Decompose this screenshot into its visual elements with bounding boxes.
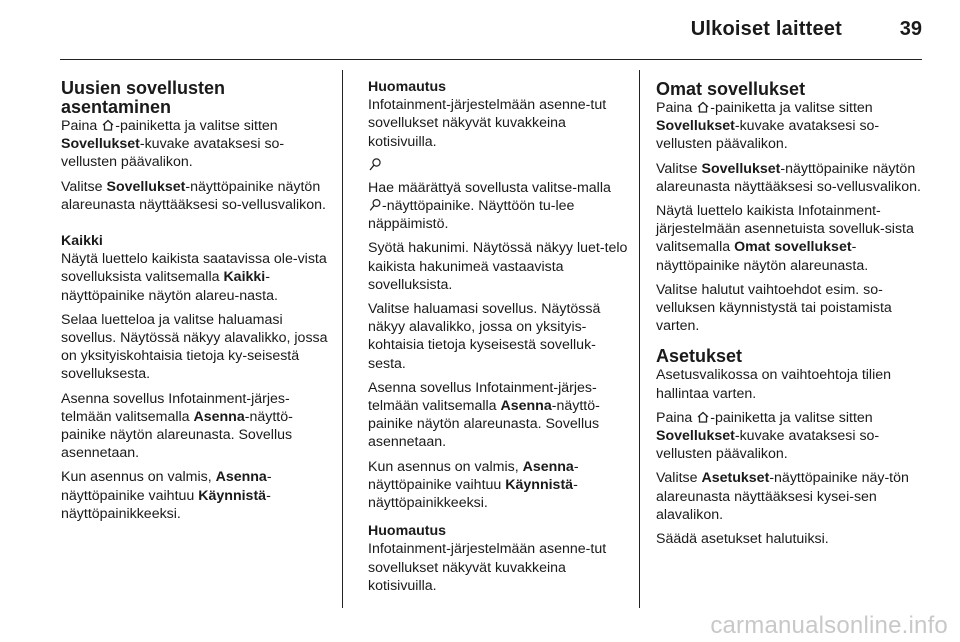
paragraph bbox=[61, 468, 329, 523]
text: Paina bbox=[656, 100, 697, 116]
text: -painiketta ja valitse sitten bbox=[710, 100, 873, 116]
bold-term: Asenna bbox=[193, 408, 245, 425]
text: -näyttöpainike näytön alareunasta. bbox=[656, 239, 869, 274]
bold-term: Asetukset bbox=[701, 470, 770, 487]
text: Valitse bbox=[656, 470, 702, 487]
home-icon bbox=[101, 118, 115, 132]
paragraph bbox=[61, 250, 329, 305]
note-title: Huomautus bbox=[368, 79, 447, 95]
text: -näyttöpainikkeeksi. bbox=[368, 476, 578, 512]
text: Näytä luettelo kaikista Infotainment-järjestelmään asennetuista sovelluk-sista valitsemalla bbox=[656, 203, 914, 256]
text: -näyttöpainike näytön alareunasta näyttääksesi so-vellusvalikon. bbox=[656, 160, 921, 195]
bold-term: Sovellukset bbox=[701, 160, 781, 177]
text: -näyttöpainike. Näyttöön tu-lee näppäimistö. bbox=[368, 198, 575, 233]
paragraph bbox=[368, 379, 628, 452]
text: Valitse bbox=[656, 160, 702, 177]
text: -näyttö-painike näytön alareunasta. Sovellus asennetaan. bbox=[61, 408, 293, 462]
home-icon bbox=[696, 100, 710, 114]
bold-term: Asenna bbox=[500, 398, 552, 415]
spacer bbox=[61, 220, 329, 232]
text: -painiketta ja valitse sitten bbox=[710, 409, 873, 426]
page-header bbox=[0, 0, 960, 60]
column-3 bbox=[656, 80, 922, 554]
paragraph bbox=[656, 160, 922, 196]
header-rule bbox=[60, 59, 922, 60]
text: -näyttöpainike näy-tön alareunasta näyttääksesi kysei-sen alavalikon. bbox=[656, 470, 909, 523]
bold-term: Asenna bbox=[215, 469, 267, 486]
note-text: Infotainment-järjestelmään asenne-tut sovellukset näkyvät kuvakkeina kotisivuilla. bbox=[368, 541, 607, 594]
text: -painiketta ja valitse sitten bbox=[115, 118, 278, 134]
paragraph: Valitse halutut vaihtoehdot esim. so-velluksen käynnistystä tai poistamista varten. bbox=[656, 281, 892, 335]
paragraph: Valitse haluamasi sovellus. Näytössä näkyy alavalikko, jossa on yksityis-kohtaisia tietoja kyseisestä sovelluk-sesta. bbox=[368, 301, 601, 372]
bold-term: Sovellukset bbox=[656, 118, 735, 135]
text: Hae määrättyä sovellusta valitse-malla bbox=[368, 179, 611, 196]
paragraph bbox=[61, 178, 329, 214]
text: Valitse bbox=[61, 178, 107, 195]
bold-term: Sovellukset bbox=[61, 136, 140, 153]
paragraph bbox=[656, 409, 922, 464]
column-1 bbox=[61, 76, 329, 529]
paragraph: Säädä asetukset halutuiksi. bbox=[656, 531, 829, 548]
page-number: 39 bbox=[899, 18, 922, 40]
note-text: Infotainment-järjestelmään asenne-tut sovellukset näkyvät kuvakkeina kotisivuilla. bbox=[368, 97, 607, 150]
bold-term: Sovellukset bbox=[106, 178, 186, 195]
paragraph bbox=[368, 458, 628, 513]
bold-term: Asenna bbox=[522, 458, 574, 475]
page-header-title: Ulkoiset laitteet bbox=[690, 18, 842, 40]
text: Paina bbox=[61, 118, 102, 134]
text: -kuvake avataksesi so-vellusten päävalikon. bbox=[656, 428, 880, 463]
text: Asenna sovellus Infotainment-järjes-telmään valitsemalla bbox=[368, 379, 597, 415]
watermark: carmanualsonline.info bbox=[710, 612, 948, 639]
text: -kuvake avataksesi so-vellusten päävalikon. bbox=[61, 136, 285, 171]
text: Paina bbox=[656, 409, 697, 426]
text: Kun asennus on valmis, bbox=[368, 458, 523, 475]
column-divider bbox=[639, 70, 640, 608]
text: Kun asennus on valmis, bbox=[61, 469, 216, 486]
search-icon bbox=[368, 198, 382, 212]
bold-term: Käynnistä bbox=[198, 487, 267, 504]
text: -näyttö-painike näytön alareunasta. Sovellus asennetaan. bbox=[368, 398, 600, 451]
paragraph bbox=[656, 469, 922, 524]
search-icon bbox=[368, 157, 382, 173]
section-heading-install: Uusien sovellusten asentaminen bbox=[61, 78, 226, 117]
paragraph bbox=[656, 202, 922, 275]
note-box bbox=[368, 78, 628, 151]
paragraph bbox=[61, 117, 329, 172]
column-divider bbox=[342, 70, 343, 608]
text: -näyttöpainike näytön alareu-nasta. bbox=[61, 269, 278, 304]
subheading-kaikki: Kaikki bbox=[61, 233, 103, 250]
bold-term: Kaikki bbox=[223, 269, 266, 286]
paragraph bbox=[61, 390, 329, 463]
bold-term: Sovellukset bbox=[656, 428, 735, 445]
paragraph bbox=[656, 99, 922, 154]
note-box bbox=[368, 522, 628, 595]
paragraph bbox=[368, 179, 628, 234]
paragraph: Selaa luetteloa ja valitse haluamasi sovellus. Näytössä näkyy alavalikko, jossa on yksityiskohtaisia tietoja ky-seisestä sovelluksesta. bbox=[61, 311, 328, 383]
note-title: Huomautus bbox=[368, 523, 447, 540]
text: -näyttöpainike vaihtuu bbox=[61, 469, 272, 504]
text: -kuvake avataksesi so-vellusten päävalikon. bbox=[656, 118, 880, 153]
text: Asenna sovellus Infotainment-järjes-telmään valitsemalla bbox=[61, 390, 290, 425]
column-2 bbox=[368, 78, 628, 601]
text: -näyttöpainikkeeksi. bbox=[61, 487, 271, 522]
home-icon bbox=[696, 410, 710, 424]
section-heading-settings: Asetukset bbox=[656, 346, 743, 367]
text: -näyttöpainike näytön alareunasta näyttääksesi so-vellusvalikon. bbox=[61, 178, 326, 213]
bold-term: Käynnistä bbox=[505, 476, 574, 493]
paragraph: Asetusvalikossa on vaihtoehtoja tilien hallintaa varten. bbox=[656, 367, 892, 402]
text: Näytä luettelo kaikista saatavissa ole-vista sovelluksista valitsemalla bbox=[61, 251, 327, 286]
paragraph: Syötä hakunimi. Näytössä näkyy luet-telo kaikista hakunimeä vastaavista sovelluksista. bbox=[368, 240, 628, 293]
section-heading-own-apps: Omat sovellukset bbox=[656, 79, 806, 99]
text: -näyttöpainike vaihtuu bbox=[368, 458, 579, 493]
bold-term: Omat sovellukset bbox=[734, 239, 852, 256]
